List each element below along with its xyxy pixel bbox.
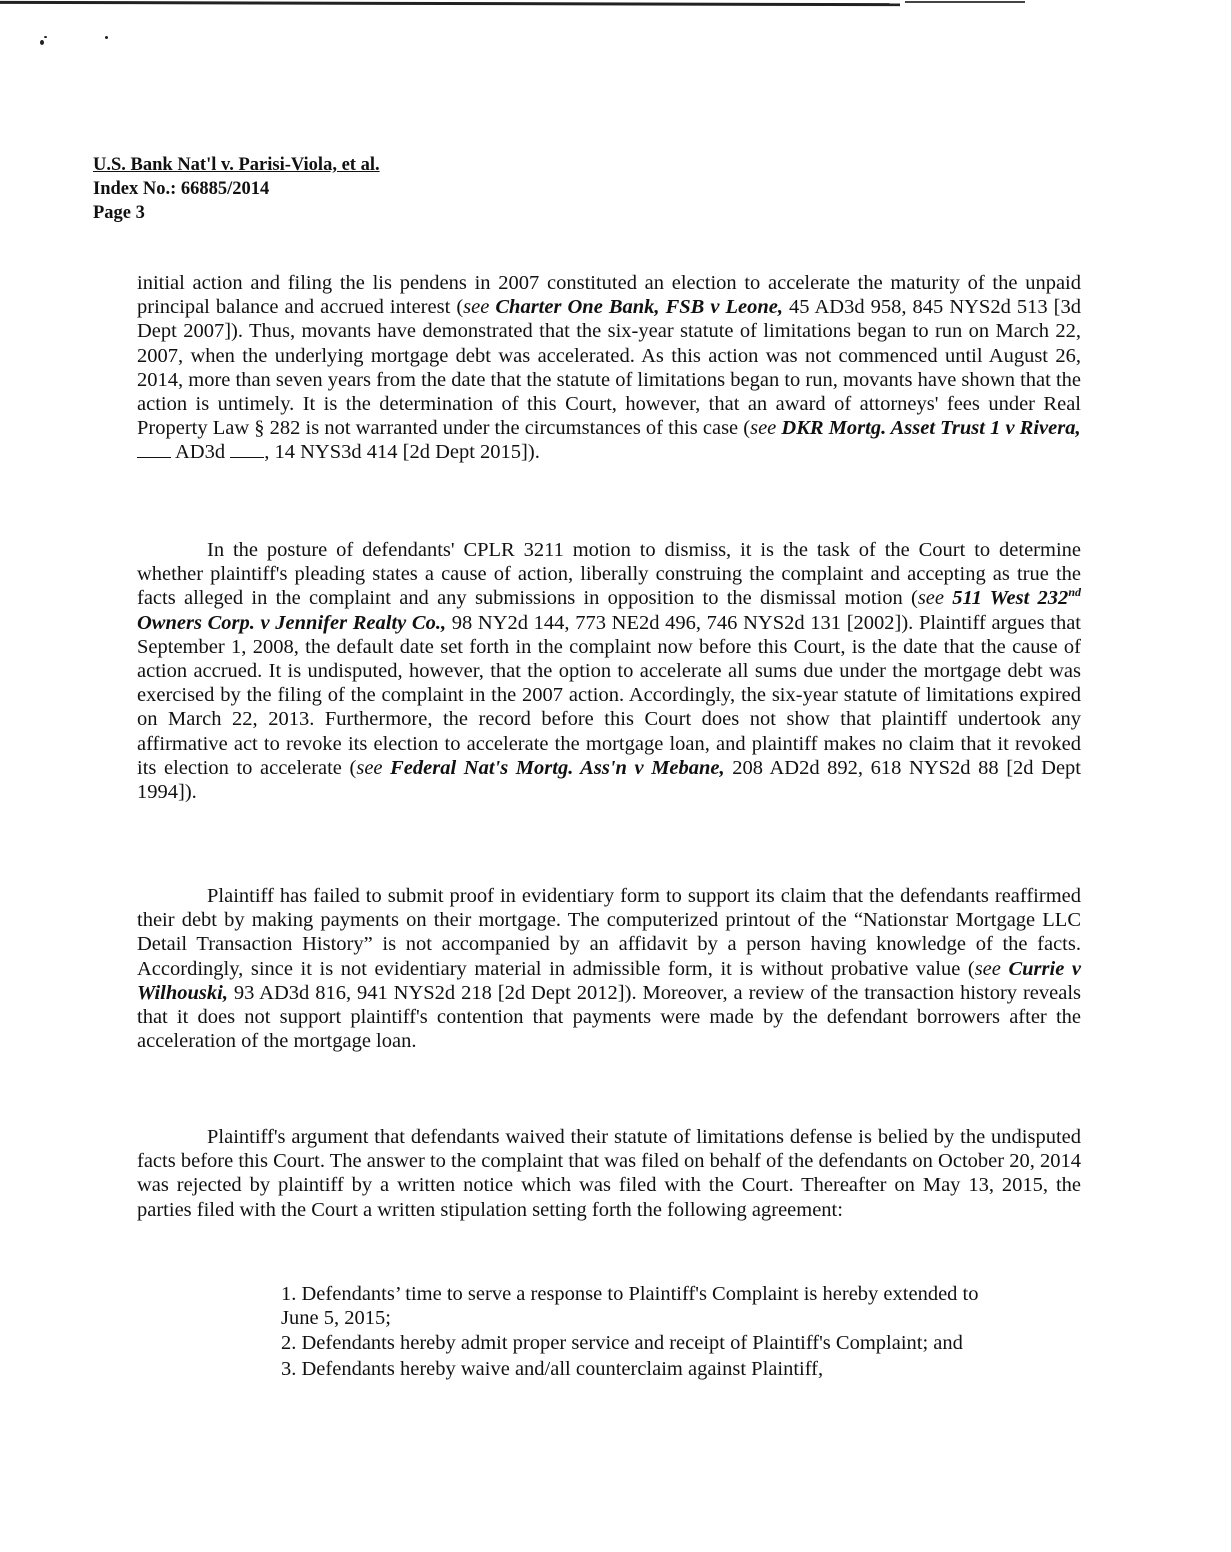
scan-speck bbox=[105, 36, 108, 39]
text: 45 AD3d 958, 845 NYS2d 513 [3d Dept 2007]). Thus, movants have demonstrated that the six-year statute of limitations began to run on March 22, 2007, when the underlying mortgage debt was accelerated. As this action was not commenced until August 26, 2014, more than seven years from the date that the statute of limitations began to run, movants have shown that the action is untimely. It is the determination of this Court, however, that an award of attorneys' fees under Real Property Law § 282 is not warranted under the circumstances of this case ( bbox=[137, 296, 1081, 440]
text: In the posture of defendants' CPLR 3211 motion to dismiss, it is the task of the Court to determine whether plaintiff's pleading states a cause of action, liberally construing the complaint and accepting as true the facts alleged in the complaint and any submissions in opposition to the dismissal motion ( bbox=[137, 539, 1081, 610]
text: AD3d bbox=[171, 441, 231, 464]
paragraph-1 bbox=[137, 271, 1081, 465]
text: 98 NY2d 144, 773 NE2d 496, 746 NYS2d 131 [2002]). Plaintiff argues that September 1, 2008, the default date set forth in the complaint now before this Court, is the date that the cause of action accrued. It is undisputed, however, that the option to accelerate all sums due under the mortgage debt was exercised by the filing of the complaint in the 2007 action. Accordingly, the six-year statute of limitations expired on March 22, 2013. Furthermore, the record before this Court does not show that plaintiff undertook any affirmative act to revoke its election to accelerate the mortgage loan, and plaintiff makes no claim that it revoked its election to accelerate ( bbox=[137, 611, 1081, 779]
signal-see: see bbox=[356, 756, 383, 779]
case-citation: Federal Nat's Mortg. Ass'n v Mebane, bbox=[382, 756, 725, 779]
scan-edge-line-secondary bbox=[905, 1, 1025, 3]
paragraph-4 bbox=[137, 1125, 1081, 1222]
case-header bbox=[93, 153, 380, 225]
list-item: 2. Defendants hereby admit proper service and receipt of Plaintiff's Complaint; and bbox=[281, 1332, 963, 1355]
text: Plaintiff has failed to submit proof in evidentiary form to support its claim that the defendants reaffirmed their debt by making payments on their mortgage. The computerized printout of the “Nationstar Mortgage LLC Detail Transaction History” is not accompanied by an affidavit by a person having knowledge of the facts. Accordingly, since it is not evidentiary material in admissible form, it is without probative value ( bbox=[137, 885, 1081, 980]
scan-speck bbox=[44, 36, 47, 38]
case-citation-part: Owners Corp. v Jennifer Realty Co., bbox=[137, 611, 447, 634]
case-citation: Charter One Bank, FSB v Leone, bbox=[489, 296, 784, 319]
list-item: 3. Defendants hereby waive and/all counterclaim against Plaintiff, bbox=[281, 1357, 824, 1380]
superscript: nd bbox=[1068, 585, 1081, 600]
text: 93 AD3d 816, 941 NYS2d 218 [2d Dept 2012]). Moreover, a review of the transaction history reveals that it does not support plaintiff's contention that payments were made by the defendant borrowers after the acceleration of the mortgage loan. bbox=[137, 981, 1081, 1053]
signal-see: see bbox=[750, 417, 777, 440]
signal-see: see bbox=[974, 957, 1001, 980]
citation-blank bbox=[230, 441, 264, 458]
case-citation-part: 511 West 232 bbox=[944, 587, 1069, 610]
page-number: Page 3 bbox=[93, 203, 145, 223]
case-citation: Currie v Wilhouski, bbox=[137, 957, 1081, 1004]
stipulation-list bbox=[281, 1282, 981, 1382]
text: initial action and filing the lis pendens in 2007 constituted an election to accelerate the maturity of the unpaid principal balance and accrued interest ( bbox=[137, 272, 1081, 319]
signal-see: see bbox=[917, 587, 945, 610]
signal-see: see bbox=[463, 296, 490, 319]
text: Plaintiff's argument that defendants waived their statute of limitations defense is belied by the undisputed facts before this Court. The answer to the complaint that was filed on behalf of the defendants on October 20, 2014 was rejected by plaintiff by a written notice which was filed with the Court. Thereafter on May 13, 2015, the parties filed with the Court a written stipulation setting forth the following agreement: bbox=[137, 1126, 1081, 1221]
case-citation: DKR Mortg. Asset Trust 1 v Rivera, bbox=[776, 417, 1081, 440]
index-number: Index No.: 66885/2014 bbox=[93, 179, 270, 199]
scan-edge-line bbox=[0, 1, 900, 6]
paragraph-3 bbox=[137, 884, 1081, 1053]
paragraph-2 bbox=[137, 538, 1081, 804]
list-item: 1. Defendants’ time to serve a response to Plaintiff's Complaint is hereby extended to June 5, 2015; bbox=[281, 1283, 979, 1330]
case-title: U.S. Bank Nat'l v. Parisi-Viola, et al. bbox=[93, 155, 380, 175]
text: 208 AD2d 892, 618 NYS2d 88 [2d Dept 1994]). bbox=[137, 756, 1082, 804]
text: , 14 NYS3d 414 [2d Dept 2015]). bbox=[264, 441, 540, 464]
scan-speck bbox=[40, 40, 44, 45]
citation-blank bbox=[137, 441, 171, 458]
